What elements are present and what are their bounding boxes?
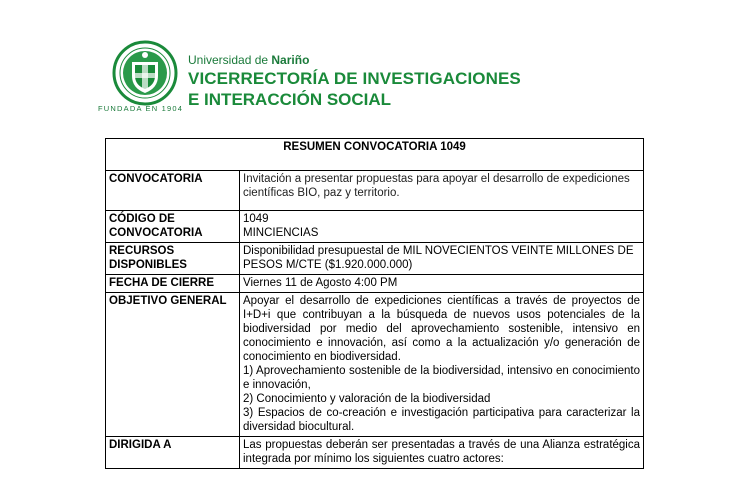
row-value: Disponibilidad presupuestal de MIL NOVECIENTOS VEINTE MILLONES DE PESOS M/CTE ($1.920.000.000) xyxy=(240,243,644,275)
row-value xyxy=(240,211,644,243)
row-label: CÓDIGO DE CONVOCATORIA xyxy=(106,211,240,243)
table-heading-row xyxy=(106,139,644,171)
row-value: Viernes 11 de Agosto 4:00 PM xyxy=(240,275,644,293)
row-label: DIRIGIDA A xyxy=(106,437,240,469)
table-row xyxy=(106,171,644,211)
row-label: OBJETIVO GENERAL xyxy=(106,293,240,437)
row-label: FECHA DE CIERRE xyxy=(106,275,240,293)
row-value xyxy=(240,293,644,437)
office-title-line2: E INTERACCIÓN SOCIAL xyxy=(188,90,392,109)
objective-intro: Apoyar el desarrollo de expediciones científicas a través de proyectos de I+D+i que contribuyan a la búsqueda de nuevos usos potenciales de la biodiversidad por medio del aprovechamiento sostenible, intensivo en conocimiento e innovación, así como a la actualización y/o generación de conocimiento en biodiversidad. xyxy=(243,295,641,363)
founded-label: FUNDADA EN 1904 xyxy=(98,104,184,113)
university-seal-logo xyxy=(112,40,178,106)
table-row xyxy=(106,275,644,293)
table-row xyxy=(106,437,644,469)
row-label: RECURSOS DISPONIBLES xyxy=(106,243,240,275)
table-row xyxy=(106,293,644,437)
row-label: CONVOCATORIA xyxy=(106,171,240,211)
code-entity: MINCIENCIAS xyxy=(243,227,319,239)
row-value: Las propuestas deberán ser presentadas a través de una Alianza estratégica integrada por mínimo los siguientes cuatro actores: xyxy=(240,437,644,469)
table-heading: RESUMEN CONVOCATORIA 1049 xyxy=(106,139,644,171)
row-value: Invitación a presentar propuestas para apoyar el desarrollo de expediciones científicas BIO, paz y territorio. xyxy=(240,171,644,211)
code-number: 1049 xyxy=(243,213,269,225)
office-title-line1: VICERRECTORÍA DE INVESTIGACIONES xyxy=(188,69,521,88)
document-header xyxy=(98,40,532,113)
objective-item: 3) Espacios de co-creación e investigación participativa para caracterizar la diversidad biocultural. xyxy=(243,407,641,433)
objective-item: 2) Conocimiento y valoración de la biodiversidad xyxy=(243,393,491,405)
summary-table xyxy=(105,138,644,469)
table-row xyxy=(106,211,644,243)
table-row xyxy=(106,243,644,275)
university-name: Universidad de Nariño xyxy=(188,53,310,67)
objective-item: 1) Aprovechamiento sostenible de la biodiversidad, intensivo en conocimiento e innovación, xyxy=(243,365,641,391)
